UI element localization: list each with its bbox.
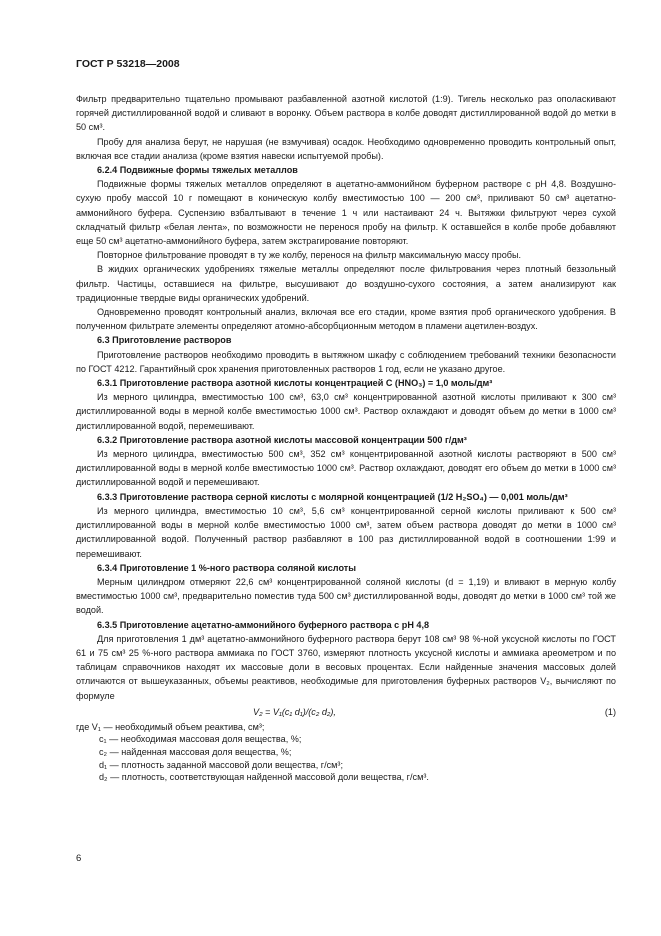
formula-number: (1): [604, 706, 616, 717]
formula-legend: [76, 721, 616, 784]
page: [76, 58, 616, 784]
legend-item: c₁ — необходимая массовая доля вещества, %;: [99, 734, 302, 745]
legend-item: d₂ — плотность, соответствующая найденной массовой доли вещества, г/см³.: [99, 772, 429, 783]
paragraph: Одновременно проводят контрольный анализ, включая все его стадии, кроме взятия проб органического удобрения. В полученном фильтрате элементы определяют атомно-абсорбционным методом в пламени ацетилен-воздух.: [76, 307, 616, 332]
document-header: ГОСТ Р 53218—2008: [76, 58, 180, 70]
section-heading: 6.3.2 Приготовление раствора азотной кислоты массовой концентрации 500 г/дм³: [97, 434, 467, 445]
paragraph: Из мерного цилиндра, вместимостью 500 см³, 352 см³ концентрированной азотной кислоты растворяют в 500 см³ дистиллированной воды в мерной колбе вместимостью 1000 см³. Раствор охлаждают, доводят его объем до метки в 1000 см³ дистиллированной водой и перемешивают.: [76, 449, 616, 488]
section-heading: 6.3.4 Приготовление 1 %-ного раствора соляной кислоты: [97, 562, 356, 573]
paragraph: Мерным цилиндром отмеряют 22,6 см³ концентрированной соляной кислоты (d = 1,19) и вливают в мерную колбу вместимостью 1000 см³, предварительно поместив туда 500 см³ дистиллированной воды, доводят до метки в 1000 см³ той же водой.: [76, 576, 616, 616]
formula-expression: V₂ = V₁(c₁ d₁)/(c₂ d₂),: [253, 706, 336, 717]
paragraph: В жидких органических удобрениях тяжелые металлы определяют после фильтрования через плотный беззольный фильтр. Частицы, оставшиеся на фильтре, высушивают до воздушно-сухого состояния, а затем анализируют как традиционные твердые виды органических удобрений.: [76, 264, 616, 303]
formula: [76, 705, 616, 721]
paragraph: Фильтр предварительно тщательно промывают разбавленной азотной кислотой (1:9). Тигель несколько раз ополаскивают горячей дистиллированной водой и сливают в воронку. Объем раствора в колбе доводят дистиллированной водой до метки в 50 см³.: [76, 94, 616, 133]
document-body: [76, 92, 616, 703]
section-heading: 6.3.5 Приготовление ацетатно-аммонийного буферного раствора с pH 4,8: [97, 619, 430, 630]
paragraph: Пробу для анализа берут, не нарушая (не взмучивая) осадок. Необходимо одновременно проводить контрольный опыт, включая все стадии анализа (кроме взятия навески испытуемой пробы).: [76, 136, 616, 161]
paragraph: Приготовление растворов необходимо проводить в вытяжном шкафу с соблюдением требований техники безопасности по ГОСТ 4212. Гарантийный срок хранения приготовленных растворов 1 год, если не указано другое.: [76, 349, 616, 374]
section-heading: 6.3.3 Приготовление раствора серной кислоты с молярной концентрацией (1/2 H₂SO₄) — 0,001 моль/дм³: [97, 491, 568, 502]
paragraph: Из мерного цилиндра, вместимостью 10 см³, 5,6 см³ концентрированной серной кислоты приливают к 500 см³ дистиллированной воды в мерной колбе вместимостью 1000 см³, затем объем раствора доводят до метки в 1000 см³ дистиллированной водой. Полученный раствор разбавляют в 100 раз дистиллированной водой в соотношении 1:99 и перемешивают.: [76, 505, 616, 559]
paragraph: Для приготовления 1 дм³ ацетатно-аммонийного буферного раствора берут 108 см³ 98 %-ной уксусной кислоты по ГОСТ 61 и 75 см³ 25 %-ного раствора аммиака по ГОСТ 3760, измеряют плотность уксусной кислоты и аммиака ареометром и по таблицам справочников находят их массовые доли в весовых процентах. Если найденные значения массовых долей отличаются от вышеуказанных, объемы реактивов, необходимые для приготовления буферных растворов V₂, вычисляют по формуле: [76, 633, 616, 701]
section-heading: 6.3.1 Приготовление раствора азотной кислоты концентрацией C (HNO₃) = 1,0 моль/дм³: [97, 378, 493, 389]
paragraph: Подвижные формы тяжелых металлов определяют в ацетатно-аммонийном буферном растворе с pH 4,8. Воздушно-сухую пробу массой 10 г помещают в коническую колбу вместимостью 100 — 200 см³, приливают 50 см³ ацетатно-аммонийного буфера. Суспензию взбалтывают в течение 1 ч или настаивают 24 ч. Вытяжки фильтруют через сухой складчатый фильтр «белая лента», по возможности не перенося пробу на фильтр. К оставшейся в колбе пробе добавляют еще 50 см³ ацетатно-аммонийного буфера, затем экстрагирование повторяют.: [76, 179, 616, 247]
paragraph: Из мерного цилиндра, вместимостью 100 см³, 63,0 см³ концентрированной азотной кислоты приливают к 300 см³ дистиллированной воды в мерной колбе вместимостью 1000 см³. Раствор охлаждают и доводят объем до метки в 1000 см³ дистиллированной водой, перемешивают.: [76, 392, 616, 431]
paragraph: Повторное фильтрование проводят в ту же колбу, перенося на фильтр максимальную массу пробы.: [97, 250, 522, 261]
section-heading: 6.3 Приготовление растворов: [97, 335, 232, 346]
legend-item: c₂ — найденная массовая доля вещества, %;: [99, 746, 292, 757]
section-heading: 6.2.4 Подвижные формы тяжелых металлов: [97, 165, 298, 176]
legend-item: d₁ — плотность заданной массовой доли вещества, г/см³;: [99, 759, 343, 770]
page-number: 6: [76, 853, 82, 864]
legend-item: где V₁ — необходимый объем реактива, см³;: [76, 721, 265, 732]
